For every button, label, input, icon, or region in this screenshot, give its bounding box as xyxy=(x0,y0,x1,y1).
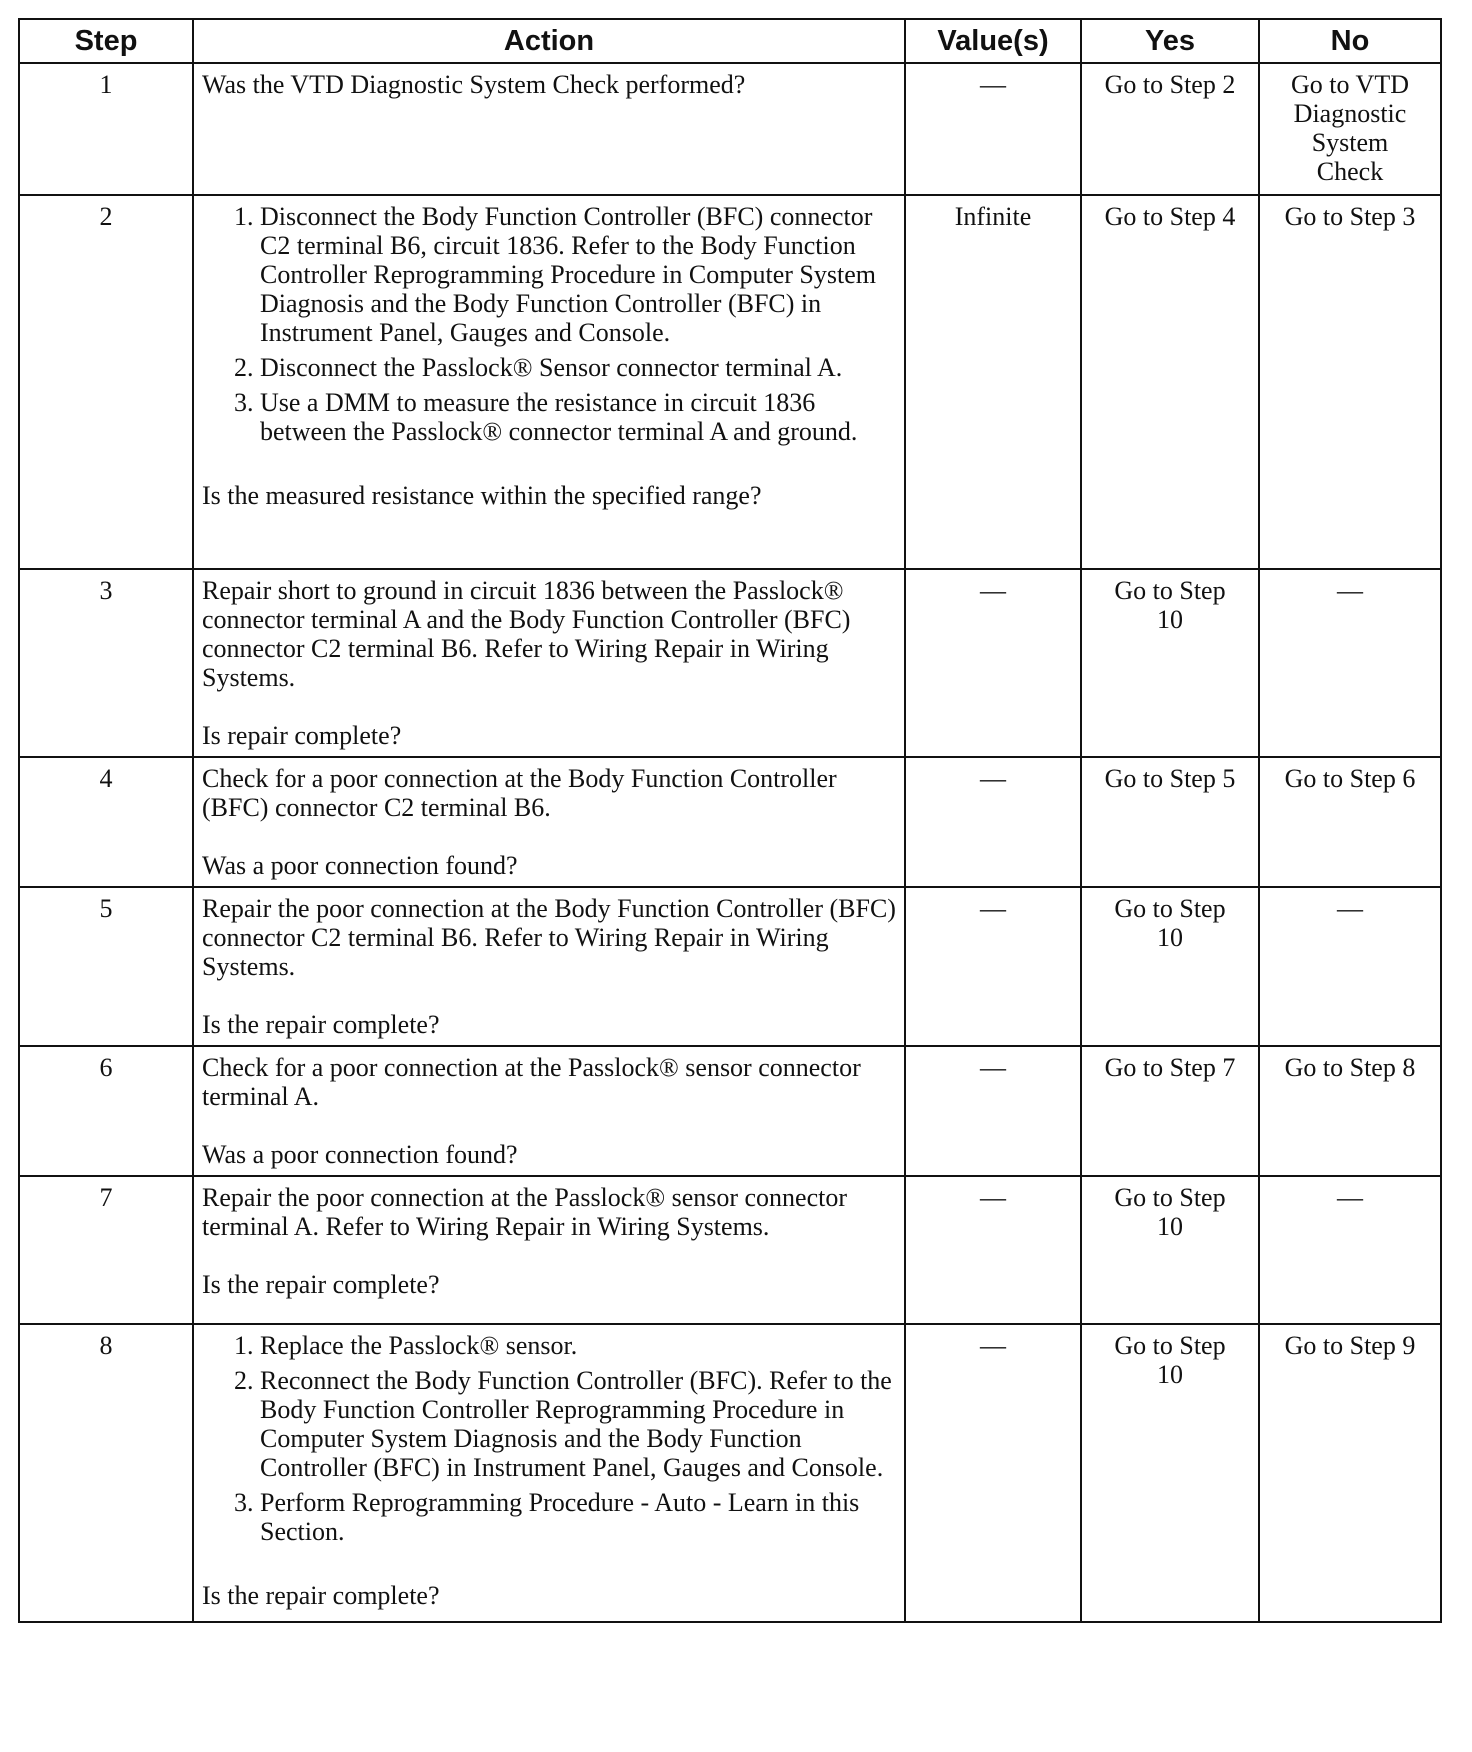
value-cell: — xyxy=(905,63,1081,195)
yes-text: Go to Step 10 xyxy=(1114,1331,1226,1389)
no-cell: Go to Step 9 xyxy=(1259,1324,1441,1622)
yes-cell xyxy=(1081,1176,1259,1324)
action-text: Check for a poor connection at the Passlock® sensor connector terminal A. xyxy=(202,1053,861,1111)
step-number: 1 xyxy=(19,63,193,195)
value-cell: — xyxy=(905,1176,1081,1324)
header-action: Action xyxy=(193,19,905,63)
yes-cell: Go to Step 2 xyxy=(1081,63,1259,195)
action-text: Repair the poor connection at the Body Function Controller (BFC) connector C2 terminal B6. Refer to Wiring Repair in Wiring Systems. xyxy=(202,894,896,981)
action-cell xyxy=(193,195,905,569)
action-text: Was the VTD Diagnostic System Check performed? xyxy=(202,70,746,99)
value-cell: — xyxy=(905,1324,1081,1622)
table-row xyxy=(19,1046,1441,1176)
action-list xyxy=(202,202,896,446)
action-question: Is repair complete? xyxy=(202,721,402,750)
step-number: 4 xyxy=(19,757,193,887)
no-cell xyxy=(1259,63,1441,195)
header-step: Step xyxy=(19,19,193,63)
no-cell: — xyxy=(1259,1176,1441,1324)
action-cell xyxy=(193,1046,905,1176)
value-cell: — xyxy=(905,757,1081,887)
header-values: Value(s) xyxy=(905,19,1081,63)
action-question: Is the measured resistance within the specified range? xyxy=(202,481,762,510)
step-number: 8 xyxy=(19,1324,193,1622)
table-row xyxy=(19,195,1441,569)
table-row xyxy=(19,569,1441,757)
diagnostic-table xyxy=(18,18,1442,1623)
table-row xyxy=(19,63,1441,195)
action-list-item: 3. Use a DMM to measure the resistance in circuit 1836 between the Passlock® connector terminal A and ground. xyxy=(260,388,896,446)
action-list xyxy=(202,1331,896,1546)
action-list-item: 2. Disconnect the Passlock® Sensor connector terminal A. xyxy=(260,353,896,382)
yes-text: Go to Step 10 xyxy=(1114,576,1226,634)
step-number: 3 xyxy=(19,569,193,757)
action-text: Repair the poor connection at the Passlock® sensor connector terminal A. Refer to Wiring Repair in Wiring Systems. xyxy=(202,1183,848,1241)
action-list-item: 2. Reconnect the Body Function Controller (BFC). Refer to the Body Function Controller Reprogramming Procedure in Computer System Diagnosis and the Body Function Controller (BFC) in Instrument Panel, Gauges and Console. xyxy=(260,1366,896,1482)
value-cell: Infinite xyxy=(905,195,1081,569)
table-row xyxy=(19,887,1441,1046)
no-cell: Go to Step 3 xyxy=(1259,195,1441,569)
yes-cell: Go to Step 7 xyxy=(1081,1046,1259,1176)
step-number: 6 xyxy=(19,1046,193,1176)
action-text: Repair short to ground in circuit 1836 between the Passlock® connector terminal A and the Body Function Controller (BFC) connector C2 terminal B6. Refer to Wiring Repair in Wiring Systems. xyxy=(202,576,851,692)
action-text: Check for a poor connection at the Body Function Controller (BFC) connector C2 terminal B6. xyxy=(202,764,837,822)
table-row xyxy=(19,1324,1441,1622)
table-row xyxy=(19,1176,1441,1324)
yes-cell: Go to Step 4 xyxy=(1081,195,1259,569)
value-cell: — xyxy=(905,569,1081,757)
yes-cell xyxy=(1081,569,1259,757)
value-cell: — xyxy=(905,887,1081,1046)
action-cell xyxy=(193,63,905,195)
action-question: Is the repair complete? xyxy=(202,1581,440,1610)
header-no: No xyxy=(1259,19,1441,63)
action-cell xyxy=(193,569,905,757)
diagnostic-table-page xyxy=(18,18,1440,1623)
action-cell xyxy=(193,1324,905,1622)
action-question: Is the repair complete? xyxy=(202,1010,440,1039)
action-cell xyxy=(193,887,905,1046)
yes-cell: Go to Step 5 xyxy=(1081,757,1259,887)
yes-text: Go to Step 10 xyxy=(1114,1183,1226,1241)
action-cell xyxy=(193,757,905,887)
no-cell: — xyxy=(1259,887,1441,1046)
action-question: Is the repair complete? xyxy=(202,1270,440,1299)
yes-cell xyxy=(1081,887,1259,1046)
action-question: Was a poor connection found? xyxy=(202,851,518,880)
step-number: 7 xyxy=(19,1176,193,1324)
step-number: 2 xyxy=(19,195,193,569)
action-list-item: 3. Perform Reprogramming Procedure - Auto - Learn in this Section. xyxy=(260,1488,896,1546)
yes-cell xyxy=(1081,1324,1259,1622)
table-row xyxy=(19,757,1441,887)
action-question: Was a poor connection found? xyxy=(202,1140,518,1169)
action-list-item: 1. Replace the Passlock® sensor. xyxy=(260,1331,896,1360)
no-text: Go to VTD Diagnostic System Check xyxy=(1291,70,1409,186)
no-cell: Go to Step 6 xyxy=(1259,757,1441,887)
step-number: 5 xyxy=(19,887,193,1046)
header-yes: Yes xyxy=(1081,19,1259,63)
action-list-item: 1. Disconnect the Body Function Controller (BFC) connector C2 terminal B6, circuit 1836. Refer to the Body Function Controller Reprogramming Procedure in Computer System Diagnosis and the Body Function Controller (BFC) in Instrument Panel, Gauges and Console. xyxy=(260,202,896,347)
no-cell: Go to Step 8 xyxy=(1259,1046,1441,1176)
action-cell xyxy=(193,1176,905,1324)
header-row xyxy=(19,19,1441,63)
no-cell: — xyxy=(1259,569,1441,757)
value-cell: — xyxy=(905,1046,1081,1176)
yes-text: Go to Step 10 xyxy=(1114,894,1226,952)
